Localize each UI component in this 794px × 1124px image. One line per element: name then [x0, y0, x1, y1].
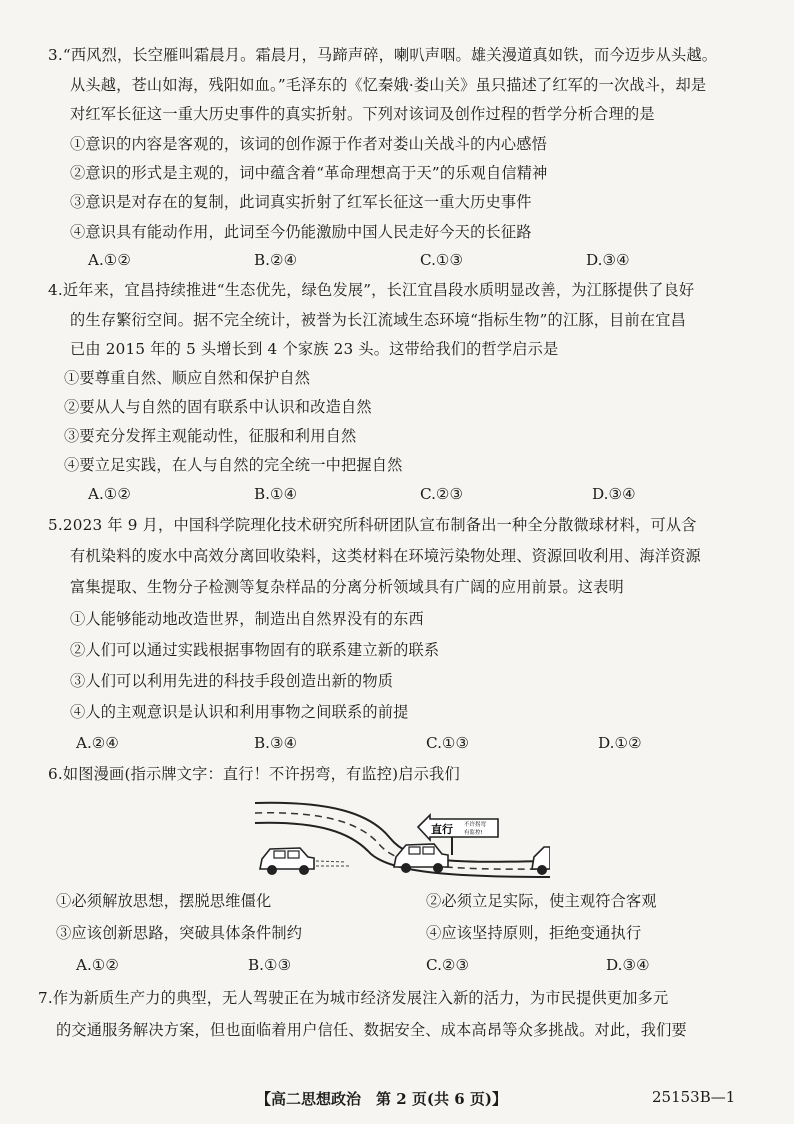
q5-choice-4: ④人的主观意识是认识和利用事物之间联系的前提	[70, 703, 409, 721]
q5-option-a[interactable]: A.②④	[76, 734, 120, 752]
q7-stem-line-2: 的交通服务解决方案，但也面临着用户信任、数据安全、成本高昂等众多挑战。对此，我们要	[56, 1021, 687, 1039]
q4-option-b[interactable]: B.①④	[254, 485, 298, 503]
car-right	[532, 847, 550, 875]
q5-option-d[interactable]: D.①②	[598, 734, 642, 752]
q5-choice-2: ②人们可以通过实践根据事物固有的联系建立新的联系	[70, 641, 440, 659]
footer-subject-page: 【高二思想政治 第 2 页(共 6 页)】	[256, 1090, 507, 1108]
q3-stem-line-1: 3.“西风烈，长空雁叫霜晨月。霜晨月，马蹄声碎，喇叭声咽。雄关漫道真如铁，而今迈步从头越。	[48, 46, 718, 64]
q7-stem-line-1: 7.作为新质生产力的典型，无人驾驶正在为城市经济发展注入新的活力，为市民提供更加多元	[38, 989, 669, 1007]
q3-choice-1: ①意识的内容是客观的，该词的创作源于作者对娄山关战斗的内心感悟	[70, 135, 548, 153]
q5-choice-1: ①人能够能动地改造世界，制造出自然界没有的东西	[70, 610, 424, 628]
footer-code: 25153B—1	[652, 1088, 736, 1106]
q3-choice-2: ②意识的形式是主观的，词中蕴含着“革命理想高于天”的乐观自信精神	[70, 164, 548, 182]
q3-choice-3: ③意识是对存在的复制，此词真实折射了红军长征这一重大历史事件	[70, 193, 532, 211]
q3-stem-line-2: 从头越，苍山如海，残阳如血。”毛泽东的《忆秦娥·娄山关》虽只描述了红军的一次战斗，却是	[70, 76, 707, 94]
q3-option-c[interactable]: C.①③	[420, 251, 464, 269]
q3-option-d[interactable]: D.③④	[586, 251, 630, 269]
q5-option-b[interactable]: B.③④	[254, 734, 298, 752]
q4-stem-line-3: 已由 2015 年的 5 头增长到 4 个家族 23 头。这带给我们的哲学启示是	[70, 340, 559, 358]
q4-choice-4: ④要立足实践，在人与自然的完全统一中把握自然	[64, 456, 403, 474]
q5-stem-line-1: 5.2023 年 9 月，中国科学院理化技术研究所科研团队宣布制备出一种全分散微球材料，可从含	[48, 516, 697, 534]
car-left	[260, 848, 350, 875]
q6-option-b[interactable]: B.①③	[248, 956, 292, 974]
q5-stem-line-2: 有机染料的废水中高效分离回收染料，这类材料在环境污染物处理、资源回收利用、海洋资源	[70, 547, 701, 565]
cartoon-illustration	[250, 793, 550, 881]
sign-text-small-1: 不许拐弯	[464, 822, 487, 828]
q3-option-a[interactable]: A.①②	[88, 251, 132, 269]
q6-choice-3: ③应该创新思路，突破具体条件制约	[56, 924, 303, 942]
q5-choice-3: ③人们可以利用先进的科技手段创造出新的物质	[70, 672, 394, 690]
q6-choice-2: ②必须立足实际，使主观符合客观	[426, 892, 657, 910]
q5-option-c[interactable]: C.①③	[426, 734, 470, 752]
q4-stem-line-2: 的生存繁衍空间。据不完全统计，被誉为长江流域生态环境“指标生物”的江豚，目前在宜昌	[70, 311, 687, 329]
q6-option-d[interactable]: D.③④	[606, 956, 650, 974]
q6-choice-4: ④应该坚持原则，拒绝变通执行	[426, 924, 642, 942]
q6-choice-1: ①必须解放思想，摆脱思维僵化	[56, 892, 272, 910]
q3-option-b[interactable]: B.②④	[254, 251, 298, 269]
q6-option-c[interactable]: C.②③	[426, 956, 470, 974]
q3-choice-4: ④意识具有能动作用，此词至今仍能激励中国人民走好今天的长征路	[70, 223, 532, 241]
q5-stem-line-3: 富集提取、生物分子检测等复杂样品的分离分析领域具有广阔的应用前景。这表明	[70, 578, 624, 596]
sign-text-main: 直行	[431, 823, 453, 836]
sign-text-small-2: 有监控!	[464, 830, 483, 836]
q6-option-a[interactable]: A.①②	[76, 956, 120, 974]
q4-stem-line-1: 4.近年来，宜昌持续推进“生态优先，绿色发展”，长江宜昌段水质明显改善，为江豚提供了良好	[48, 281, 695, 299]
q4-option-c[interactable]: C.②③	[420, 485, 464, 503]
q4-option-d[interactable]: D.③④	[592, 485, 636, 503]
q4-choice-2: ②要从人与自然的固有联系中认识和改造自然	[64, 398, 372, 416]
q4-choice-3: ③要充分发挥主观能动性，征服和利用自然	[64, 427, 357, 445]
q6-stem: 6.如图漫画(指示牌文字：直行！不许拐弯，有监控)启示我们	[48, 765, 460, 783]
q3-stem-line-3: 对红军长征这一重大历史事件的真实折射。下列对该词及创作过程的哲学分析合理的是	[70, 105, 655, 123]
q4-choice-1: ①要尊重自然、顺应自然和保护自然	[64, 369, 311, 387]
q4-option-a[interactable]: A.①②	[88, 485, 132, 503]
